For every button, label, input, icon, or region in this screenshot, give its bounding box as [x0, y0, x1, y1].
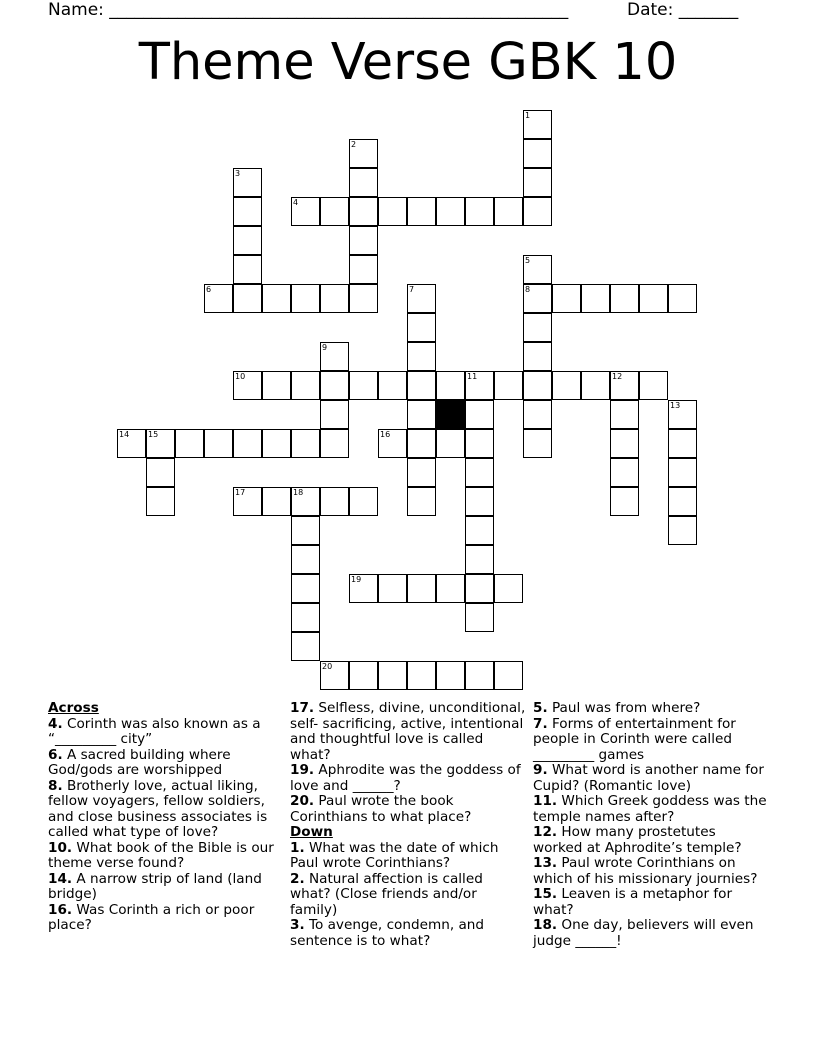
cell-number: 20: [322, 662, 333, 671]
grid-cell[interactable]: [668, 429, 697, 458]
clue-text: What book of the Bible is our theme verse found?: [48, 839, 274, 871]
clue-text: Leaven is a metaphor for what?: [533, 886, 733, 918]
grid-cell[interactable]: [349, 168, 378, 197]
grid-cell[interactable]: [146, 429, 175, 458]
clue-text: To avenge, condemn, and sentence is to what?: [290, 917, 485, 949]
clue-text: Selfless, divine, unconditional, self- sacrificing, active, intentional and thoughtful love is called what?: [290, 700, 526, 763]
down-clue: [533, 701, 768, 717]
cell-number: 3: [235, 169, 241, 178]
clue-text: Brotherly love, actual liking, fellow voyagers, fellow soldiers, and close business associates is called what type of love?: [48, 777, 268, 840]
grid-cell[interactable]: [407, 313, 436, 342]
clue-text: Aphrodite was the goddess of love and ______?: [290, 762, 521, 794]
clue-number: 7.: [533, 715, 548, 732]
grid-cell[interactable]: [465, 661, 494, 690]
grid-cell[interactable]: [233, 429, 262, 458]
grid-cell[interactable]: [523, 110, 552, 139]
clues-column-1: [48, 701, 283, 934]
grid-cell[interactable]: [523, 139, 552, 168]
across-heading: Across: [48, 700, 99, 716]
down-clue: [290, 841, 526, 872]
grid-cell[interactable]: [320, 429, 349, 458]
clue-number: 6.: [48, 746, 63, 763]
cell-number: 15: [148, 430, 159, 439]
grid-cell[interactable]: [291, 632, 320, 661]
grid-cell[interactable]: [465, 371, 494, 400]
grid-cell[interactable]: [436, 197, 465, 226]
grid-cell[interactable]: [233, 226, 262, 255]
clue-number: 13.: [533, 855, 558, 871]
grid-cell[interactable]: [320, 487, 349, 516]
grid-cell[interactable]: [407, 661, 436, 690]
clue-text: Was Corinth a rich or poor place?: [48, 901, 255, 933]
cell-number: 2: [351, 140, 357, 149]
cell-number: 13: [670, 401, 681, 410]
grid-cell[interactable]: [523, 342, 552, 371]
grid-cell[interactable]: [465, 603, 494, 632]
clue-number: 5.: [533, 700, 548, 716]
grid-cell[interactable]: [523, 400, 552, 429]
down-clue: [533, 794, 768, 825]
grid-cell[interactable]: [523, 284, 552, 313]
grid-cell[interactable]: [262, 487, 291, 516]
grid-cell[interactable]: [320, 661, 349, 690]
grid-cell[interactable]: [523, 255, 552, 284]
cell-number: 4: [293, 198, 299, 207]
down-clue: [533, 856, 768, 887]
grid-cell[interactable]: [349, 574, 378, 603]
clue-text: One day, believers will even judge ______!: [533, 917, 754, 949]
grid-cell[interactable]: [262, 429, 291, 458]
cell-number: 14: [119, 430, 130, 439]
grid-cell[interactable]: [523, 168, 552, 197]
down-clue: [533, 887, 768, 918]
grid-cell[interactable]: [465, 574, 494, 603]
name-field-label: Name: ______________________________________________________: [48, 0, 569, 20]
clue-text: Corinth was also known as a “_________ city”: [48, 715, 261, 747]
grid-cell[interactable]: [204, 429, 233, 458]
grid-cell[interactable]: [320, 284, 349, 313]
grid-cell[interactable]: [262, 284, 291, 313]
clue-number: 9.: [533, 762, 548, 778]
grid-cell[interactable]: [407, 400, 436, 429]
clue-number: 14.: [48, 870, 73, 887]
clue-text: Natural affection is called what? (Close friends and/or family): [290, 870, 483, 918]
grid-cell[interactable]: [291, 371, 320, 400]
cell-number: 19: [351, 575, 362, 584]
clue-number: 3.: [290, 917, 305, 933]
grid-cell[interactable]: [349, 255, 378, 284]
grid-cell[interactable]: [407, 342, 436, 371]
black-square: [436, 400, 465, 429]
grid-cell[interactable]: [465, 545, 494, 574]
grid-cell[interactable]: [320, 342, 349, 371]
grid-cell[interactable]: [523, 371, 552, 400]
clue-text: Paul wrote Corinthians on which of his missionary journies?: [533, 855, 758, 887]
cell-number: 18: [293, 488, 304, 497]
clue-text: A sacred building where God/gods are worshipped: [48, 746, 231, 778]
grid-cell[interactable]: [668, 516, 697, 545]
across-clue: [48, 748, 283, 779]
grid-cell[interactable]: [668, 458, 697, 487]
grid-cell[interactable]: [378, 574, 407, 603]
grid-cell[interactable]: [378, 429, 407, 458]
clues-column-2: [290, 701, 526, 949]
grid-cell[interactable]: [523, 429, 552, 458]
across-clue: [48, 779, 283, 841]
grid-cell[interactable]: [552, 371, 581, 400]
grid-cell[interactable]: [233, 487, 262, 516]
grid-cell[interactable]: [639, 371, 668, 400]
clues-column-3: [533, 701, 768, 949]
grid-cell[interactable]: [494, 371, 523, 400]
grid-cell[interactable]: [349, 487, 378, 516]
grid-cell[interactable]: [523, 197, 552, 226]
grid-cell[interactable]: [639, 284, 668, 313]
cell-number: 8: [525, 285, 531, 294]
grid-cell[interactable]: [349, 139, 378, 168]
clue-text: What word is another name for Cupid? (Romantic love): [533, 762, 764, 794]
grid-cell[interactable]: [262, 371, 291, 400]
across-clue: [48, 872, 283, 903]
cell-number: 7: [409, 285, 415, 294]
grid-cell[interactable]: [407, 487, 436, 516]
grid-cell[interactable]: [668, 284, 697, 313]
cell-number: 17: [235, 488, 246, 497]
grid-cell[interactable]: [465, 487, 494, 516]
grid-cell[interactable]: [407, 371, 436, 400]
cell-number: 6: [206, 285, 212, 294]
grid-cell[interactable]: [610, 458, 639, 487]
clue-number: 4.: [48, 715, 63, 732]
cell-number: 5: [525, 256, 531, 265]
across-clue: [48, 717, 283, 748]
clue-number: 2.: [290, 870, 305, 887]
clue-text: Paul was from where?: [547, 700, 701, 716]
grid-cell[interactable]: [523, 313, 552, 342]
clue-text: A narrow strip of land (land bridge): [48, 870, 262, 902]
grid-cell[interactable]: [581, 371, 610, 400]
clue-number: 1.: [290, 839, 305, 856]
down-clue: [533, 717, 768, 764]
grid-cell[interactable]: [407, 429, 436, 458]
clue-text: Which Greek goddess was the temple names after?: [533, 793, 767, 825]
down-clue: [533, 763, 768, 794]
grid-cell[interactable]: [349, 197, 378, 226]
grid-cell[interactable]: [494, 661, 523, 690]
down-clue: [533, 825, 768, 856]
grid-cell[interactable]: [436, 371, 465, 400]
grid-cell[interactable]: [291, 429, 320, 458]
grid-cell[interactable]: [610, 284, 639, 313]
cell-number: 12: [612, 372, 623, 381]
clue-number: 15.: [533, 886, 558, 902]
grid-cell[interactable]: [175, 429, 204, 458]
clue-number: 17.: [290, 700, 315, 716]
grid-cell[interactable]: [320, 400, 349, 429]
clue-number: 20.: [290, 793, 315, 809]
grid-cell[interactable]: [465, 400, 494, 429]
cell-number: 16: [380, 430, 391, 439]
grid-cell[interactable]: [465, 429, 494, 458]
down-clue: [290, 918, 526, 949]
grid-cell[interactable]: [552, 284, 581, 313]
grid-cell[interactable]: [610, 371, 639, 400]
grid-cell[interactable]: [320, 371, 349, 400]
grid-cell[interactable]: [407, 197, 436, 226]
cell-number: 10: [235, 372, 246, 381]
across-clue-list-continued: [290, 701, 526, 825]
clue-number: 11.: [533, 793, 558, 809]
clue-number: 8.: [48, 777, 63, 794]
grid-cell[interactable]: [291, 487, 320, 516]
grid-cell[interactable]: [378, 197, 407, 226]
across-clue: [290, 701, 526, 763]
grid-cell[interactable]: [233, 168, 262, 197]
down-clue-list: [290, 841, 526, 950]
grid-cell[interactable]: [146, 458, 175, 487]
grid-cell[interactable]: [610, 400, 639, 429]
grid-cell[interactable]: [233, 284, 262, 313]
grid-cell[interactable]: [378, 371, 407, 400]
grid-cell[interactable]: [668, 400, 697, 429]
grid-cell[interactable]: [349, 284, 378, 313]
grid-cell[interactable]: [436, 429, 465, 458]
clue-text: How many prostetutes worked at Aphrodite’s temple?: [533, 824, 742, 856]
grid-cell[interactable]: [494, 197, 523, 226]
grid-cell[interactable]: [349, 661, 378, 690]
grid-cell[interactable]: [291, 284, 320, 313]
down-clue: [290, 872, 526, 919]
grid-cell[interactable]: [349, 371, 378, 400]
grid-cell[interactable]: [291, 603, 320, 632]
grid-cell[interactable]: [320, 197, 349, 226]
grid-cell[interactable]: [465, 516, 494, 545]
grid-cell[interactable]: [407, 458, 436, 487]
grid-cell[interactable]: [668, 487, 697, 516]
grid-cell[interactable]: [233, 371, 262, 400]
grid-cell[interactable]: [465, 197, 494, 226]
down-clue-list-continued: [533, 701, 768, 949]
date-field-label: Date: _______: [627, 0, 739, 20]
across-clue-list: [48, 717, 283, 934]
grid-cell[interactable]: [204, 284, 233, 313]
grid-cell[interactable]: [436, 661, 465, 690]
across-clue: [290, 794, 526, 825]
clue-number: 12.: [533, 824, 558, 840]
grid-cell[interactable]: [349, 226, 378, 255]
grid-cell[interactable]: [436, 574, 465, 603]
grid-cell[interactable]: [117, 429, 146, 458]
grid-cell[interactable]: [378, 661, 407, 690]
grid-cell[interactable]: [465, 458, 494, 487]
across-clue: [48, 903, 283, 934]
cell-number: 1: [525, 111, 531, 120]
clue-text: What was the date of which Paul wrote Corinthians?: [290, 839, 499, 871]
clue-number: 10.: [48, 839, 73, 856]
grid-cell[interactable]: [407, 574, 436, 603]
cell-number: 11: [467, 372, 478, 381]
grid-cell[interactable]: [610, 487, 639, 516]
grid-cell[interactable]: [407, 284, 436, 313]
grid-cell[interactable]: [291, 574, 320, 603]
down-clue: [533, 918, 768, 949]
page-title: Theme Verse GBK 10: [138, 33, 678, 92]
across-clue: [48, 841, 283, 872]
grid-cell[interactable]: [291, 516, 320, 545]
grid-cell[interactable]: [291, 545, 320, 574]
grid-cell[interactable]: [291, 197, 320, 226]
clue-number: 16.: [48, 901, 73, 918]
grid-cell[interactable]: [233, 197, 262, 226]
grid-cell[interactable]: [494, 574, 523, 603]
grid-cell[interactable]: [233, 255, 262, 284]
grid-cell[interactable]: [610, 429, 639, 458]
clue-number: 19.: [290, 762, 315, 778]
clue-text: Forms of entertainment for people in Corinth were called _________ games: [533, 715, 736, 763]
clue-text: Paul wrote the book Corinthians to what place?: [290, 793, 472, 825]
cell-number: 9: [322, 343, 328, 352]
across-clue: [290, 763, 526, 794]
clue-number: 18.: [533, 917, 558, 933]
grid-cell[interactable]: [146, 487, 175, 516]
grid-cell[interactable]: [581, 284, 610, 313]
down-heading: Down: [290, 824, 333, 840]
